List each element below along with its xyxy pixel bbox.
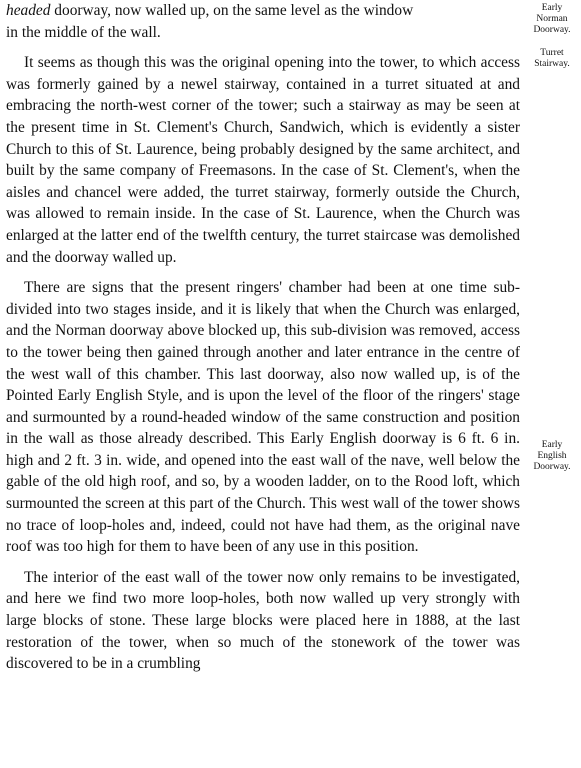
margin-note-line: Doorway.: [533, 462, 571, 472]
italic-word: headed: [6, 2, 51, 19]
margin-note-line: Turret: [540, 48, 564, 58]
margin-note-line: Early: [541, 440, 563, 450]
margin-note-turret-stairway: [524, 48, 580, 70]
paragraph-4: The interior of the east wall of the tower now only remains to be investigated, and here we find two more loop-holes, both now walled up very strongly with large blocks of stone. These large blocks were placed here in 1888, at the last restoration of the tower, when so much of the stonework of the tower was discovered to be in a crumbling: [6, 568, 520, 673]
margin-note-line: Early: [541, 3, 563, 13]
margin-note-line: Stairway.: [534, 59, 570, 69]
paragraph-1-line-1: doorway, now walled up, on the same level as the window: [50, 2, 414, 19]
paragraph-3: There are signs that the present ringers' chamber had been at one time sub-divided into two stages inside, and it is likely that when the Church was enlarged, and the Norman doorway above blocked up, this sub-division was removed, access to the tower being then gained through another and later entrance in the centre of the west wall of this chamber. This last doorway, also now walled up, is of the Pointed Early English Style, and is upon the level of the floor of the ringers' stage and surmounted by a round-headed window of the same construction and position in the wall as those already described. This Early English doorway is 6 ft. 6 in. high and 2 ft. 3 in. wide, and opened into the east wall of the nave, well below the gable of the old high roof, and so, by a wooden ladder, on to the Rood loft, which surmounted the screen at this part of the Church. This west wall of the tower shows no trace of loop-holes and, indeed, could not have had them, as the original nave roof was too high for them to have been of any use in this position.: [6, 279, 520, 556]
body-text: [6, 0, 520, 684]
margin-note-line: English: [537, 451, 567, 461]
paragraph-1-line-2: in the middle of the wall.: [6, 23, 161, 41]
margin-note-line: Doorway.: [533, 25, 571, 35]
paragraph-2: It seems as though this was the original opening into the tower, to which access was formerly gained by a newel stairway, contained in a turret situated at and embracing the north-west corner of the tower; such a stairway as may be seen at the present time in St. Clement's Church, Sandwich, which is evidently a sister Church to this of St. Laurence, being probably designed by the same architect, and built by the same company of Freemasons. In the case of St. Clement's, when the aisles and chancel were added, the turret stairway, formerly outside the Church, was allowed to remain inside. In the case of St. Laurence, when the Church was enlarged at the latter end of the twelfth century, the turret staircase was demolished and the doorway walled up.: [6, 54, 520, 266]
margin-note-line: Norman: [536, 14, 568, 24]
margin-note-early-norman-doorway: [524, 3, 580, 36]
paragraph-1: [6, 0, 520, 43]
margin-note-early-english-doorway: [524, 440, 580, 473]
